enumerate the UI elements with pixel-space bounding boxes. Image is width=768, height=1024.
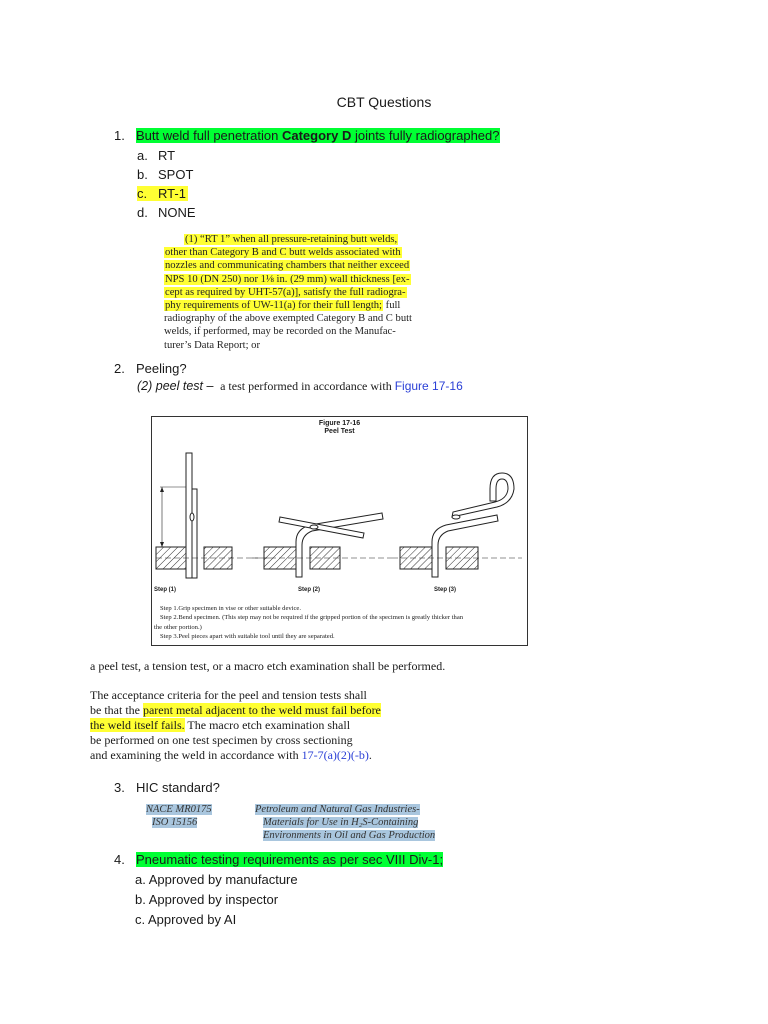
question-3-number: 3. <box>114 780 125 795</box>
excerpt-text: (1) “RT 1” when all pressure-retaining butt welds, <box>185 234 398 245</box>
para-line <box>90 703 381 718</box>
acceptance-criteria-paragraph <box>90 688 381 763</box>
question-1 <box>114 128 500 143</box>
definition-term: (2) peel test – <box>137 379 214 393</box>
excerpt-line <box>164 312 464 325</box>
figure-note: Step 3.Peel pieces apart with suitable tool until they are separated. <box>160 633 335 641</box>
question-1-number: 1. <box>114 128 125 143</box>
step-3-label: Step (3) <box>434 587 457 593</box>
figure-notes <box>154 604 524 642</box>
question-4-option-b: b. Approved by inspector <box>135 892 279 907</box>
question-1-text <box>136 128 500 143</box>
definition-text: a test performed in accordance with <box>220 379 395 393</box>
figure-note: the other portion.) <box>154 623 202 631</box>
option-text: SPOT <box>158 167 194 182</box>
step-2-drawing <box>252 513 392 577</box>
figure-note: Step 1.Grip specimen in vise or other suitable device. <box>160 605 301 612</box>
figure-subtitle: Peel Test <box>324 428 355 435</box>
excerpt-line <box>164 233 464 246</box>
excerpt-line <box>164 246 464 259</box>
question-1-text-bold: Category D <box>281 128 352 143</box>
question-1-option-b <box>137 167 193 182</box>
option-letter: d. <box>137 205 148 220</box>
para-text: and examining the weld in accordance with <box>90 748 302 762</box>
para-line <box>90 748 381 763</box>
question-2-text: Peeling? <box>136 361 187 376</box>
question-3-text: HIC standard? <box>136 780 220 795</box>
excerpt-line <box>164 273 464 286</box>
peel-test-definition <box>137 379 463 394</box>
reference-link[interactable]: 17-7(a)(2)(-b) <box>301 748 369 762</box>
excerpt-text: cept as required by UHT-57(a)], satisfy the full radiogra- <box>165 286 406 298</box>
question-4 <box>114 852 443 867</box>
page-title: CBT Questions <box>336 94 432 110</box>
step-2-label: Step (2) <box>298 587 321 593</box>
question-4-option-c: c. Approved by AI <box>135 912 237 927</box>
para-line: The acceptance criteria for the peel and tension tests shall <box>90 688 367 702</box>
excerpt-line <box>164 259 464 272</box>
question-1-text-pre: Butt weld full penetration <box>136 128 282 143</box>
question-1-option-d <box>137 205 196 220</box>
question-2 <box>114 361 187 376</box>
excerpt-line <box>164 325 464 338</box>
option-text: NONE <box>158 205 196 220</box>
figure-title: Figure 17-16 <box>318 420 361 427</box>
excerpt-line <box>164 286 464 299</box>
option-text: RT <box>158 148 176 163</box>
para-text: be that the <box>90 703 143 717</box>
para-highlight: parent metal adjacent to the weld must fail before <box>142 703 381 717</box>
peel-test-drawing <box>152 417 527 597</box>
question-4-option-a: a. Approved by manufacture <box>135 872 298 887</box>
step-3-drawing <box>392 473 522 577</box>
option-letter: a. <box>137 148 148 163</box>
question-1-option-a <box>137 148 175 163</box>
figure-note: Step 2.Bend specimen. (This step may not be required if the gripped portion of the specimen is greatly thicker than <box>160 614 464 622</box>
para-text: . <box>368 748 372 762</box>
standard-title-line: Materials for Use in H₂S-Containing <box>263 817 419 828</box>
question-1-text-post: joints fully radiographed? <box>351 128 500 143</box>
question-1-option-c <box>137 186 188 201</box>
hic-standard-codes <box>146 803 212 829</box>
peel-test-figure <box>151 416 528 646</box>
para-line <box>90 718 381 733</box>
excerpt-line <box>164 299 464 312</box>
option-letter: c. <box>137 186 148 201</box>
para-highlight: the weld itself fails. <box>90 718 185 732</box>
question-4-text: Pneumatic testing requirements as per sec VIII Div-1; <box>136 852 444 867</box>
figure-link[interactable]: Figure 17-16 <box>394 379 463 393</box>
standard-title-line: Environments in Oil and Gas Production <box>263 830 436 841</box>
excerpt-text: turer’s Data Report; or <box>164 339 261 351</box>
standard-code: ISO 15156 <box>152 817 198 828</box>
para-line: be performed on one test specimen by cross sectioning <box>90 733 353 747</box>
excerpt-text: nozzles and communicating chambers that neither exceed <box>165 260 410 272</box>
question-4-number: 4. <box>114 852 125 867</box>
peel-test-paragraph-1: a peel test, a tension test, or a macro etch examination shall be performed. <box>90 659 446 673</box>
standard-code: NACE MR0175 <box>146 804 212 815</box>
excerpt-text: other than Category B and C butt welds associated with <box>165 247 401 259</box>
option-text: RT-1 <box>158 186 186 201</box>
excerpt-text: radiography of the above exempted Category B and C butt <box>164 313 413 325</box>
excerpt-text-tail: full <box>383 300 401 312</box>
excerpt-text: phy requirements of UW-11(a) for their full length; <box>165 300 383 312</box>
step-1-drawing <box>156 453 272 578</box>
excerpt-text: NPS 10 (DN 250) nor 1⅛ in. (29 mm) wall thickness [ex- <box>165 273 410 285</box>
hic-standard-title <box>255 803 435 842</box>
option-letter: b. <box>137 167 148 182</box>
question-2-number: 2. <box>114 361 125 376</box>
standard-title-line: Petroleum and Natural Gas Industries- <box>255 804 420 815</box>
para-text: The macro etch examination shall <box>184 718 351 732</box>
excerpt-line <box>164 339 464 352</box>
step-1-label: Step (1) <box>154 587 177 593</box>
excerpt-text: welds, if performed, may be recorded on the Manufac- <box>164 326 396 338</box>
question-3 <box>114 780 220 795</box>
code-excerpt <box>164 233 464 352</box>
